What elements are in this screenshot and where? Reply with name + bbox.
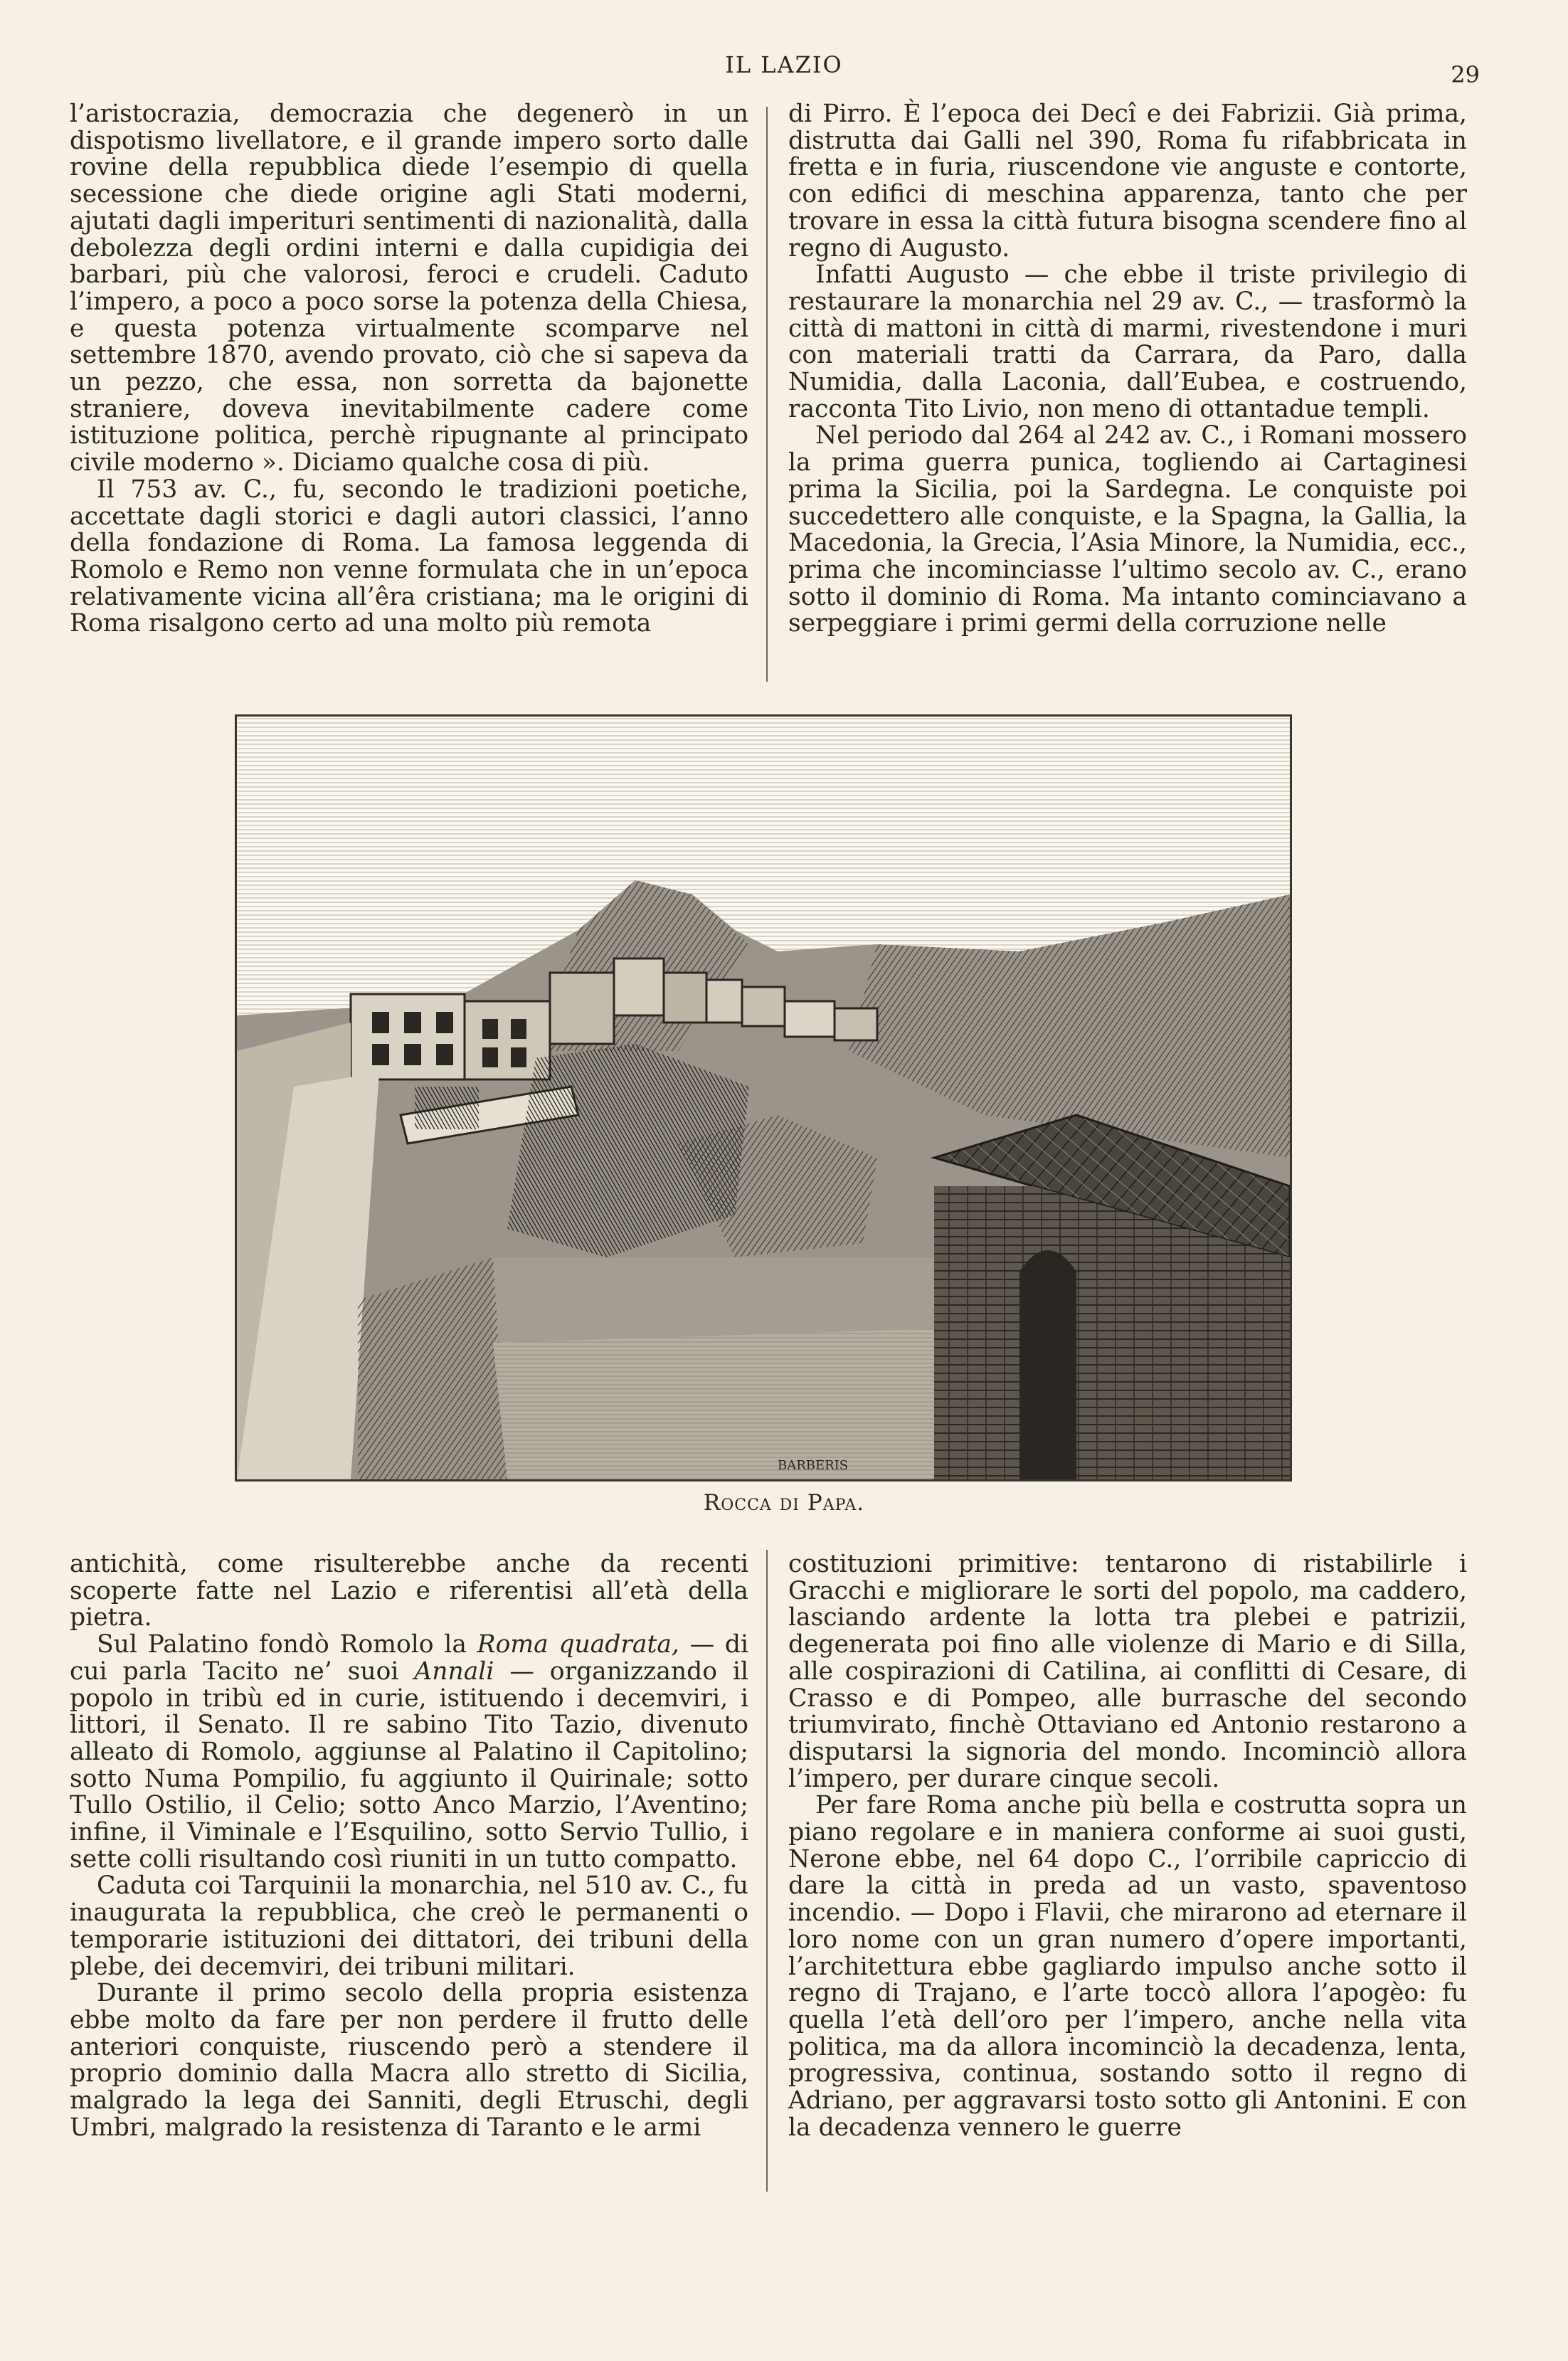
paragraph: Nel periodo dal 264 al 242 av. C., i Romani mossero la prima guerra punica, togliendo ai Cartaginesi prima la Sicilia, poi la Sardegna. Le conquiste poi succedettero alle conquiste, e la Spagna, la Gallia, la Macedonia, la Grecia, l’Asia Minore, la Numidia, ecc., prima che incominciasse l’ultimo secolo av. C., erano sotto il dominio di Roma. Ma intanto cominciavano a serpeggiare i primi germi della corruzione nelle	[788, 421, 1467, 638]
column-top-left	[70, 101, 748, 638]
column-bottom-left	[70, 1551, 748, 2141]
paragraph: l’aristocrazia, democrazia che degenerò in un dispotismo livellatore, e il grande impero sorto dalle rovine della repubblica diede l’esempio di quella secessione che diede origine agli Stati moderni, ajutati dagli imperituri sentimenti di nazionalità, dalla debolezza degli ordini interni e dalla cupidigia dei barbari, più che valorosi, feroci e crudeli. Caduto l’impero, a poco a poco sorse la potenza della Chiesa, e questa potenza virtualmente scomparve nel settembre 1870, avendo provato, ciò che si sapeva da un pezzo, che essa, non sorretta da bajonette straniere, doveva inevitabilmente cadere come istituzione politica, perchè ripugnante al principato civile moderno ». Diciamo qualche cosa di più.	[70, 100, 748, 477]
column-divider	[766, 107, 768, 682]
engraving-image	[237, 717, 1290, 1479]
engraving-rocca-di-papa	[235, 714, 1292, 1481]
column-divider	[766, 1550, 768, 2192]
paragraph: Il 753 av. C., fu, secondo le tradizioni poetiche, accettate dagli storici e dagli autori classici, l’anno della fondazione di Roma. La famosa leggenda di Romolo e Remo non venne formulata che in un’epoca relativamente vicina all’êra cristiana; ma le origini di Roma risalgono certo ad una molto più remota	[70, 475, 748, 638]
column-bottom-right	[788, 1551, 1467, 2141]
paragraph: costituzioni primitive: tentarono di ristabilirle i Gracchi e migliorare le sorti del popolo, ma caddero, lasciando ardente la lotta tra plebei e patrizii, degenerata poi fino alle violenze di Mario e di Silla, alle cospirazioni di Catilina, ai conflitti di Cesare, di Crasso e di Pompeo, alle burrasche del secondo triumvirato, finchè Ottaviano ed Antonio restarono a disputarsi la signoria del mondo. Incominciò allora l’impero, per durare cinque secoli.	[788, 1550, 1467, 1793]
paragraph: antichità, come risulterebbe anche da recenti scoperte fatte nel Lazio e riferentisi all’età della pietra.	[70, 1550, 748, 1632]
paragraph: Sul Palatino fondò Romolo la Roma quadrata, — di cui parla Tacito ne’ suoi Annali — organizzando il popolo in tribù ed in curie, istituendo i decemviri, i littori, il Senato. Il re sabino Tito Tazio, divenuto alleato di Romolo, aggiunse al Palatino il Capitolino; sotto Numa Pompilio, fu aggiunto il Quirinale; sotto Tullo Ostilio, il Celio; sotto Anco Marzio, l’Aventino; infine, il Viminale e l’Esquilino, sotto Servio Tullio, i sette colli risultando così riuniti in un tutto compatto.	[70, 1630, 748, 1874]
foreground-house	[934, 1115, 1290, 1479]
running-title: IL LAZIO	[725, 51, 843, 78]
italic-title: Annali	[414, 1657, 494, 1686]
page-number: 29	[1451, 61, 1480, 88]
engraver-signature: BARBERIS	[778, 1458, 849, 1473]
paragraph: Per fare Roma anche più bella e costrutta sopra un piano regolare e in maniera conforme ai suoi gusti, Nerone ebbe, nel 64 dopo C., l’orribile capriccio di dare la città in preda ad un vasto, spaventoso incendio. — Dopo i Flavii, che mirarono ad eternare il loro nome con un gran numero d’opere importanti, l’architettura ebbe gagliardo impulso anche sotto il regno di Trajano, e l’arte toccò allora l’apogèo: fu quella l’età dell’oro per l’impero, anche nella vita politica, ma da allora incominciò la decadenza, lenta, progressiva, continua, sostando sotto il regno di Adriano, per aggravarsi tosto sotto gli Antonini. E con la decadenza vennero le guerre	[788, 1791, 1467, 2142]
figure-caption: Rocca di Papa.	[703, 1490, 865, 1516]
italic-title: Roma quadrata,	[477, 1630, 679, 1659]
paragraph: Durante il primo secolo della propria esistenza ebbe molto da fare per non perdere il frutto delle anteriori conquiste, riuscendo però a stendere il proprio dominio dalla Macra allo stretto di Sicilia, malgrado la lega dei Sanniti, degli Etruschi, degli Umbri, malgrado la resistenza di Taranto e le armi	[70, 1979, 748, 2142]
paragraph: di Pirro. È l’epoca dei Decî e dei Fabrizii. Già prima, distrutta dai Galli nel 390, Roma fu rifabbricata in fretta e in furia, riuscendone vie anguste e contorte, con edifici di meschina apparenza, tanto che per trovare in essa la città futura bisogna scendere fino al regno di Augusto.	[788, 100, 1467, 263]
paragraph: Infatti Augusto — che ebbe il triste privilegio di restaurare la monarchia nel 29 av. C., — trasformò la città di mattoni in città di marmi, rivestendone i muri con materiali tratti da Carrara, da Paro, dalla Numidia, dalla Laconia, dall’Eubea, e costruendo, racconta Tito Livio, non meno di ottantadue templi.	[788, 260, 1467, 423]
paragraph: Caduta coi Tarquinii la monarchia, nel 510 av. C., fu inaugurata la repubblica, che creò le permanenti o temporarie istituzioni dei dittatori, dei tribuni della plebe, dei decemviri, dei tribuni militari.	[70, 1871, 748, 1981]
column-top-right	[788, 101, 1467, 638]
